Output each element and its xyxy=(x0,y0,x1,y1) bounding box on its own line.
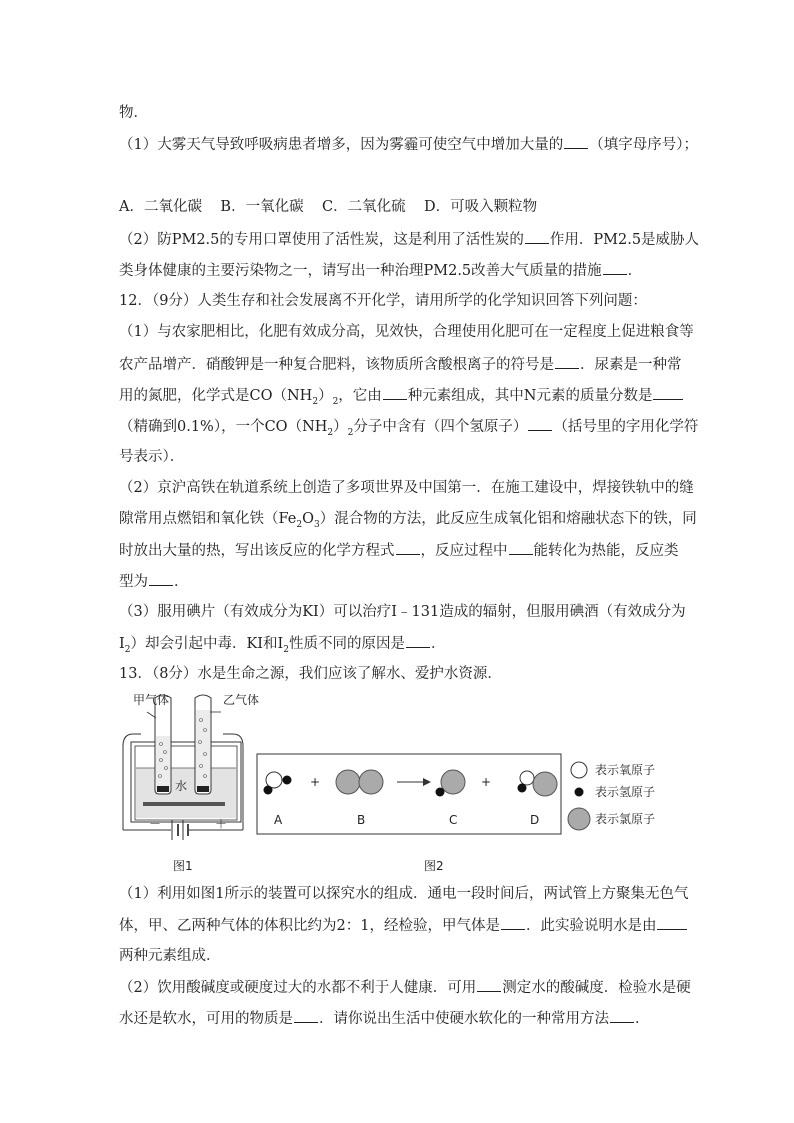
text: （2）京沪高铁在轨道系统上创造了多项世界及中国第一．在施工建设中，焊接铁轨中的缝 xyxy=(119,480,694,496)
legend-chlorine-label: 表示氯原子 xyxy=(595,812,656,826)
text: 能转化为热能，反应类 xyxy=(533,543,679,559)
legend-oxygen-symbol xyxy=(571,762,587,778)
answer-blank[interactable] xyxy=(383,385,407,400)
subscript: 2 xyxy=(312,396,319,407)
text-line xyxy=(119,322,694,342)
question-13-heading xyxy=(119,664,502,684)
plus-sign: + xyxy=(481,775,492,789)
text: 13．（8分）水是生命之源，我们应该了解水、爱护水资源． xyxy=(119,666,502,682)
answer-blank[interactable] xyxy=(396,540,420,555)
question-12-3 xyxy=(119,602,686,622)
oxygen-atom xyxy=(520,771,534,785)
legend-oxygen-label: 表示氧原子 xyxy=(595,763,656,777)
text: 作用．PM2.5是威胁人 xyxy=(549,232,700,248)
chlorine-atom xyxy=(533,772,557,796)
text: （3）服用碘片（有效成分为KI）可以治疗I﹣131造成的辐射，但服用碘酒（有效成分为 xyxy=(119,604,686,620)
options-line xyxy=(119,197,537,217)
label-minus: － xyxy=(149,817,162,831)
label-c: C xyxy=(449,813,458,827)
text: 12．（9分）人类生存和社会发展离不开化学，请用所学的化学知识回答下列问题： xyxy=(119,293,647,309)
hydrogen-atom xyxy=(518,784,527,793)
subscript: 2 xyxy=(283,644,289,655)
label-water: 水 xyxy=(175,779,188,793)
question-11-2 xyxy=(119,229,699,250)
legend-hydrogen-symbol xyxy=(575,788,584,797)
text: ． xyxy=(627,263,643,279)
text: 用的氮肥，化学式是CO（NH xyxy=(119,388,313,404)
answer-blank[interactable] xyxy=(528,416,552,431)
text: ）混合物的方法，此反应生成氧化铝和熔融状态下的铁，同 xyxy=(319,511,697,527)
text: 时放出大量的热，写出该反应的化学方程式 xyxy=(119,543,395,559)
text: I xyxy=(119,636,125,652)
text: 分子中含有（四个氢原子） xyxy=(353,419,528,435)
text: 类身体健康的主要污染物之一，请写出一种治理PM2.5改善大气质量的措施 xyxy=(119,263,602,279)
label-yi-text: 乙气体 xyxy=(223,693,260,707)
text: ．请你说出生活中使硬水软化的一种常用方法 xyxy=(319,1011,609,1027)
text: （2）防PM2.5的专用口罩使用了活性炭，这是利用了活性炭的 xyxy=(119,232,524,248)
text: 农产品增产．硝酸钾是一种复合肥料，该物质所含酸根离子的符号是 xyxy=(119,357,554,373)
chlorine-atom xyxy=(441,770,465,794)
subscript: 3 xyxy=(313,519,320,530)
text: 测定水的酸碱度．检验水是硬 xyxy=(502,980,691,996)
text: O xyxy=(302,511,314,527)
text: （填字母序号）； xyxy=(589,137,698,153)
label-plus: ＋ xyxy=(215,817,228,831)
text: ． xyxy=(431,636,446,652)
text: （2）饮用酸碱度或硬度过大的水都不利于人健康．可用 xyxy=(119,980,477,996)
text: 性质不同的原因是 xyxy=(289,636,405,652)
label-jia-gas xyxy=(133,692,169,707)
text-line xyxy=(119,1008,650,1029)
label-yi-gas xyxy=(223,692,259,707)
text: 水还是软水，可用的物质是 xyxy=(119,1011,293,1027)
text: ，反应过程中 xyxy=(420,543,508,559)
text-line xyxy=(119,509,697,535)
text: ．尿素是一种常 xyxy=(580,357,682,373)
answer-blank[interactable] xyxy=(406,633,430,648)
legend-hydrogen-label: 表示氢原子 xyxy=(595,785,656,799)
answer-blank[interactable] xyxy=(564,134,588,149)
hydrogen-atom xyxy=(283,776,292,785)
answer-blank[interactable] xyxy=(657,915,687,930)
text-line xyxy=(119,915,688,936)
figure-svg xyxy=(119,690,679,875)
text: 物． xyxy=(119,105,148,121)
subscript: 2 xyxy=(124,644,131,655)
legend-chlorine-symbol xyxy=(568,808,590,830)
answer-blank[interactable] xyxy=(477,977,501,992)
label-b: B xyxy=(357,813,366,827)
figure1-caption: 图1 xyxy=(173,859,193,873)
text: （1）利用如图1所示的装置可以探究水的组成．通电一段时间后，两试管上方聚集无色气 xyxy=(119,886,689,902)
question-12-2 xyxy=(119,478,694,498)
chlorine-atom xyxy=(359,770,383,794)
text: （1）大雾天气导致呼吸病患者增多，因为雾霾可使空气中增加大量的 xyxy=(119,137,564,153)
text: 型为 xyxy=(119,574,148,590)
label-jia-text: 甲气体 xyxy=(133,693,170,707)
subscript: 2 xyxy=(327,427,334,438)
plus-sign: + xyxy=(310,775,321,789)
figures-area xyxy=(119,690,679,875)
subscript: 2 xyxy=(296,519,303,530)
text: 号表示）． xyxy=(119,449,185,465)
question-11-1 xyxy=(119,134,698,155)
text-line xyxy=(119,385,684,412)
label-d: D xyxy=(530,813,540,827)
question-13-1 xyxy=(119,884,688,904)
answer-blank[interactable] xyxy=(294,1008,318,1023)
answer-blank[interactable] xyxy=(653,385,683,400)
text-line xyxy=(119,540,679,561)
text: ． xyxy=(635,1011,650,1027)
text-line xyxy=(119,103,148,123)
subscript: 2 xyxy=(347,427,354,438)
text-line xyxy=(119,946,221,966)
text-line xyxy=(119,447,184,467)
answer-blank[interactable] xyxy=(501,915,525,930)
subscript: 2 xyxy=(332,396,339,407)
text: 隙常用点燃铝和氧化铁（Fe xyxy=(119,511,297,527)
text-line xyxy=(119,416,698,443)
text: ）却会引起中毒．KI和I xyxy=(130,636,284,652)
text: 两种元素组成． xyxy=(119,948,221,964)
answer-blank[interactable] xyxy=(525,229,549,244)
answer-blank[interactable] xyxy=(555,354,579,369)
hydrogen-atom xyxy=(264,786,273,795)
text: ） xyxy=(333,419,348,435)
question-12-heading xyxy=(119,291,647,311)
text: 种元素组成，其中N元素的质量分数是 xyxy=(407,388,653,404)
text-line xyxy=(119,571,189,592)
text: （括号里的字用化学符 xyxy=(553,419,699,435)
text: ．此实验说明水是由 xyxy=(525,918,657,934)
answer-blank[interactable] xyxy=(610,1008,634,1023)
text: ，它由 xyxy=(338,388,382,404)
text: ） xyxy=(318,388,333,404)
text-line xyxy=(119,354,682,375)
label-a: A xyxy=(274,813,283,827)
text-line xyxy=(119,260,642,281)
text: （1）与农家肥相比，化肥有效成分高，见效快，合理使用化肥可在一定程度上促进粮食等 xyxy=(119,324,694,340)
text-line xyxy=(119,633,446,660)
answer-blank[interactable] xyxy=(149,571,173,586)
text: ． xyxy=(174,574,189,590)
figure2-reaction-diagram xyxy=(257,754,590,834)
question-13-2 xyxy=(119,977,691,998)
options-text: A．二氧化碳 B．一氧化碳 C．二氧化硫 D．可吸入颗粒物 xyxy=(119,199,538,215)
text: （精确到0.1%），一个CO（NH xyxy=(119,419,328,435)
answer-blank[interactable] xyxy=(603,260,627,275)
figure2-caption: 图2 xyxy=(424,859,444,873)
answer-blank[interactable] xyxy=(509,540,533,555)
hydrogen-atom xyxy=(436,788,445,797)
chlorine-atom xyxy=(336,770,360,794)
text: 体，甲、乙两种气体的体积比约为2：1，经检验，甲气体是 xyxy=(119,918,500,934)
